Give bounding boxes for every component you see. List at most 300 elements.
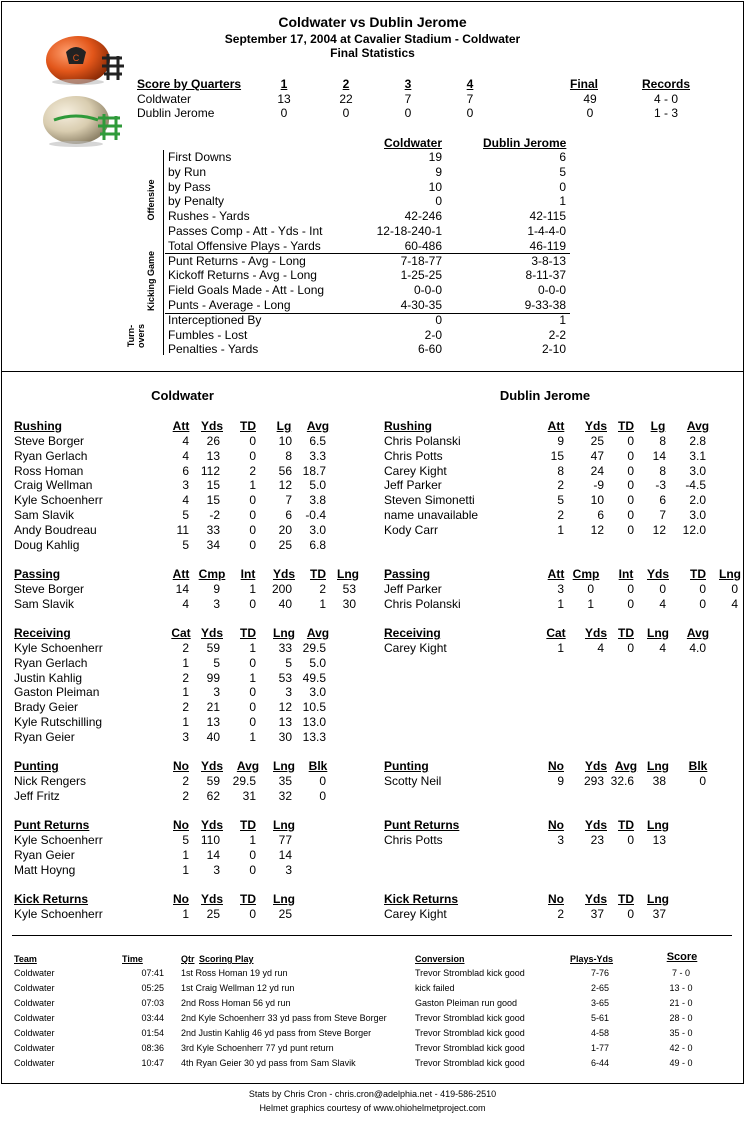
section-separator [1,371,744,372]
scoring-time: 03:44 [141,1013,164,1023]
stat-column-header: TD [240,818,256,832]
punt-returns-section-title: Punt Returns [14,818,90,832]
player-name: Kyle Schoenherr [14,907,103,921]
team-stat-value: 0-0-0 [537,283,566,298]
stat-column-header: Yds [200,818,223,832]
player-stat: 0 [249,907,256,921]
player-stat: 33 [278,641,292,655]
player-stat: 200 [271,582,292,596]
team-stat-label: by Pass [168,179,211,194]
player-stat: 7 [285,493,292,508]
stat-column-header: Blk [308,759,328,773]
stat-column-header: No [173,892,189,906]
scoring-conversion: Gaston Pleiman run good [415,998,518,1008]
dublin-jerome-helmet-icon [40,90,130,148]
player-stat: 25 [206,907,220,921]
player-name: Jeff Fritz [14,788,60,803]
quarter-score: 13 [277,92,291,106]
player-stat: 0 [249,434,256,448]
player-stat: 29.5 [232,774,256,788]
scoring-plays-yds: 7-76 [590,968,609,978]
player-name: Ryan Geier [14,847,75,862]
stat-column-header: Avg [686,626,710,640]
stat-column-header: Cat [171,626,191,640]
team-record: 1 - 3 [653,106,678,120]
player-stat: 2 [557,508,564,522]
scoring-plays-yds: 1-77 [590,1043,609,1053]
passing-section-title: Passing [384,567,431,581]
player-stat: 20 [278,522,292,537]
player-stat: 14 [206,847,220,862]
player-stat: 12 [278,700,292,715]
player-stat: 293 [583,774,604,788]
stat-column-header: TD [240,892,256,906]
player-stat: 0 [627,522,634,537]
player-stat: 18.7 [302,463,326,478]
player-stat: 13 [652,833,666,847]
quarter-score: 7 [466,92,474,106]
team-stat-value: 1 [559,194,566,209]
stat-column-header: Avg [306,626,330,640]
quarter-header: 1 [280,77,288,91]
stat-column-header: Att [547,567,565,581]
stat-column-header: TD [618,419,634,433]
player-stat: 8 [285,448,292,463]
player-stat: 30 [342,596,356,611]
rushing-section-title: Rushing [384,419,432,433]
player-stat: 0 [627,448,634,463]
stat-column-header: Lg [276,419,292,433]
team-stats-header: Dublin Jerome [483,136,567,150]
player-stat: 0 [627,478,634,493]
player-stat: 1 [249,729,256,744]
team-stat-label: Punt Returns - Avg - Long [168,253,306,268]
scoring-time: 07:03 [141,998,164,1008]
player-stat: 6.5 [309,434,326,448]
player-stat: 5 [182,537,189,552]
stat-column-header: Avg [306,419,330,433]
scoring-header-conversion: Conversion [415,954,465,964]
player-stat: 2 [249,463,256,478]
scoring-play: 1st Craig Wellman 12 yd run [181,983,295,993]
player-stat: 0 [627,434,634,448]
player-stat: 0 [249,685,256,700]
player-stat: 1 [182,862,189,877]
stat-column-header: TD [310,567,326,581]
player-stat: 5 [213,655,220,670]
player-stat: 4 [182,448,189,463]
player-stat: 0 [731,582,738,596]
stat-column-header: Lng [273,818,295,832]
stat-column-header: Int [618,567,634,581]
stat-column-header: Yds [584,626,607,640]
scoring-time: 01:54 [141,1028,164,1038]
team-stat-value: 7-18-77 [400,253,442,268]
helmet-credit: Helmet graphics courtesy of www.ohiohelmetproject.com [259,1103,486,1113]
player-stat: 13 [206,715,220,729]
player-stat: 13 [278,715,292,729]
player-stat: 0 [249,715,256,729]
player-stat: 3.0 [689,508,706,522]
player-name: Carey Kight [384,907,447,921]
player-name: Jeff Parker [384,582,442,596]
quarter-score: 7 [404,92,412,106]
team-stat-value: 6 [559,150,566,164]
player-stat: 12 [278,478,292,493]
team-stat-value: 5 [559,164,566,179]
player-stat: 5.0 [309,655,326,670]
stat-column-header: Cmp [572,567,600,581]
scoring-play: 2nd Ross Homan 56 yd run [181,998,291,1008]
player-name: Chris Polanski [384,434,461,448]
player-name: Chris Potts [384,448,443,463]
stat-column-header: Cmp [198,567,226,581]
stat-column-header: Lng [647,759,669,773]
player-stat: 8 [659,434,666,448]
player-stat: 0 [249,700,256,715]
team-stat-value: 0 [435,194,442,209]
player-name: Craig Wellman [14,478,93,493]
player-stat: 1 [557,522,564,537]
team-stat-value: 0 [435,312,442,327]
scoring-team: Coldwater [14,1028,55,1038]
team-stat-value: 2-10 [541,342,566,357]
scoring-play: 2nd Kyle Schoenherr 33 yd pass from Steve Borger [181,1013,387,1023]
scoring-score: 49 - 0 [669,1058,693,1068]
player-stat: 21 [206,700,220,715]
game-subtitle: September 17, 2004 at Cavalier Stadium - Coldwater [224,32,521,46]
scoring-plays-yds: 6-44 [590,1058,609,1068]
player-stat: 2 [182,774,189,788]
team-stat-value: 9-33-38 [524,298,566,312]
player-stat: 8 [557,463,564,478]
player-name: Steve Borger [14,582,85,596]
player-stat: 2 [557,907,564,921]
scoring-team: Coldwater [14,983,55,993]
player-stat: 3.0 [309,685,326,700]
player-name: Matt Hoyng [14,862,76,877]
stats-credit: Stats by Chris Cron - chris.cron@adelphia.net - 419-586-2510 [248,1089,497,1099]
team-stats-header: Coldwater [384,136,443,150]
player-name: Ryan Gerlach [14,655,88,670]
player-stat: 0 [587,582,594,596]
player-name: Sam Slavik [14,596,75,611]
player-stat: 0 [627,508,634,522]
scoring-plays-yds: 2-65 [590,983,609,993]
player-stat: 112 [200,463,220,478]
team-stat-label: First Downs [168,150,232,164]
final-header: Final [569,77,598,91]
player-stat: 31 [242,788,256,803]
stat-column-header: Yds [200,626,223,640]
player-stat: 3 [285,685,292,700]
player-name: Kody Carr [384,522,439,537]
player-stat: 24 [590,463,604,478]
player-stat: 14 [175,582,189,596]
player-stat: 1 [249,670,256,685]
player-stat: 1 [587,596,594,611]
player-name: Kyle Schoenherr [14,493,103,508]
player-stat: 32 [278,788,292,803]
stat-column-header: Lg [650,419,666,433]
scoring-score: 21 - 0 [669,998,693,1008]
player-stat: -0.4 [305,508,326,522]
player-stat: -2 [209,508,220,522]
scoring-team: Coldwater [14,1058,55,1068]
player-stat: 10 [590,493,604,508]
player-stat: 13.3 [302,729,326,744]
scoring-conversion: Trevor Stromblad kick good [415,1028,525,1038]
player-name: Sam Slavik [14,508,75,522]
score-by-quarters-label: Score by Quarters [137,77,242,91]
player-stat: 9 [557,774,564,788]
player-stat: 8 [659,463,666,478]
individual-team-a-title: Coldwater [151,388,214,403]
player-stat: 3.0 [309,522,326,537]
player-stat: 1 [182,907,189,921]
group-separator [165,313,570,314]
player-name: Scotty Neil [384,774,442,788]
quarter-score: 0 [342,106,350,120]
player-name: Jeff Parker [384,478,442,493]
player-stat: 1 [182,655,189,670]
player-stat: 12 [652,522,666,537]
final-score: 0 [586,106,594,120]
stat-column-header: Yds [272,567,295,581]
stat-column-header: Yds [200,419,223,433]
scoring-team: Coldwater [14,968,55,978]
player-stat: 77 [278,833,292,847]
team-stat-value: 12-18-240-1 [376,224,442,238]
status-label: Final Statistics [330,46,415,60]
page-title: Coldwater vs Dublin Jerome [278,14,467,30]
stat-column-header: Lng [647,892,669,906]
player-stat: 15 [206,493,220,508]
team-stat-label: Penalties - Yards [168,342,259,357]
scoring-play: 4th Ryan Geier 30 yd pass from Sam Slavik [181,1058,356,1068]
group-label-offensive: Offensive [146,179,156,221]
player-stat: 0 [249,655,256,670]
team-stat-value: 0 [559,179,566,194]
player-stat: 32.6 [610,774,634,788]
stat-column-header: Att [547,419,565,433]
player-stat: 3.0 [689,463,706,478]
stat-column-header: Avg [686,419,710,433]
scoring-header-plays: Plays-Yds [570,954,614,964]
player-stat: 3.8 [309,493,326,508]
team-stat-label: Punts - Average - Long [168,298,291,312]
scoring-plays-yds: 4-58 [590,1028,609,1038]
player-stat: 30 [278,729,292,744]
stat-column-header: Yds [200,759,223,773]
group-separator [165,253,570,254]
team-stat-value: 0-0-0 [413,283,442,298]
scoring-time: 10:47 [141,1058,164,1068]
team-stat-label: Field Goals Made - Att - Long [168,283,325,298]
player-stat: 3 [285,862,292,877]
stat-column-header: No [173,759,189,773]
group-label-kicking: Kicking Game [146,250,156,312]
player-stat: -9 [593,478,604,493]
player-name: Carey Kight [384,463,447,478]
scoring-team: Coldwater [14,1043,55,1053]
player-stat: 12.0 [682,522,706,537]
stat-column-header: TD [618,818,634,832]
group-label-turnovers: Turn- overs [126,323,146,349]
player-stat: 0 [627,596,634,611]
player-name: Kyle Rutschilling [14,715,103,729]
scoring-conversion: Trevor Stromblad kick good [415,1043,525,1053]
scoring-score: 13 - 0 [669,983,693,993]
player-stat: -3 [655,478,666,493]
player-stat: 3.3 [309,448,326,463]
player-stat: 2 [182,788,189,803]
team-stat-value: 42-246 [404,209,442,224]
team-record: 4 - 0 [653,92,678,106]
player-stat: 40 [206,729,220,744]
scoring-conversion: Trevor Stromblad kick good [415,1058,525,1068]
team-stat-label: Fumbles - Lost [168,327,248,342]
stat-column-header: Cat [546,626,566,640]
scoring-plays-yds: 3-65 [590,998,609,1008]
team-stat-value: 60-486 [404,238,442,253]
stat-column-header: Lng [273,759,295,773]
player-stat: 15 [206,478,220,493]
player-stat: 40 [278,596,292,611]
player-stat: 53 [278,670,292,685]
player-stat: 3 [182,729,189,744]
player-stat: 9 [557,434,564,448]
player-stat: 4 [731,596,738,611]
player-stat: 0 [627,833,634,847]
scoring-play: 1st Ross Homan 19 yd run [181,968,288,978]
quarter-score: 0 [280,106,288,120]
scoring-conversion: Trevor Stromblad kick good [415,1013,525,1023]
player-stat: 10 [278,434,292,448]
stat-column-header: Lng [719,567,741,581]
player-stat: 53 [342,582,356,596]
player-stat: -4.5 [685,478,706,493]
player-stat: 13.0 [302,715,326,729]
player-stat: 59 [206,774,220,788]
player-stat: 56 [278,463,292,478]
stat-column-header: Att [172,567,190,581]
player-stat: 23 [590,833,604,847]
quarter-header: 3 [404,77,412,91]
player-stat: 6 [182,463,189,478]
player-stat: 0 [319,788,326,803]
scoring-time: 08:36 [141,1043,164,1053]
player-stat: 25 [278,537,292,552]
player-stat: 7 [659,508,666,522]
receiving-section-title: Receiving [14,626,71,640]
team-stat-value: 2-2 [548,327,566,342]
stat-column-header: TD [240,419,256,433]
player-stat: 3.1 [689,448,706,463]
stat-column-header: Yds [584,759,607,773]
player-stat: 15 [550,448,564,463]
passing-section-title: Passing [14,567,61,581]
kick-returns-section-title: Kick Returns [384,892,459,906]
group-divider [163,150,164,355]
player-name: Brady Geier [14,700,79,715]
player-stat: 4 [659,641,666,655]
team-stat-label: Rushes - Yards [168,209,250,224]
stat-column-header: Int [240,567,256,581]
player-stat: 4 [182,434,189,448]
scoring-header-score: Score [666,951,698,963]
stat-column-header: Yds [584,892,607,906]
player-stat: 0 [627,907,634,921]
player-name: Andy Boudreau [14,522,97,537]
player-stat: 5 [285,655,292,670]
player-stat: 6 [597,508,604,522]
player-stat: 29.5 [302,641,326,655]
player-stat: 1 [249,641,256,655]
scoring-header-team: Team [14,954,37,964]
player-stat: 99 [206,670,220,685]
scoring-plays-yds: 5-61 [590,1013,609,1023]
team-stat-value: 1-4-4-0 [527,224,566,238]
player-name: Chris Polanski [384,596,461,611]
player-stat: 1 [319,596,326,611]
punt-returns-section-title: Punt Returns [384,818,460,832]
team-stat-value: 42-115 [529,209,566,224]
scoring-score: 7 - 0 [671,968,690,978]
player-name: name unavailable [384,508,479,522]
player-name: Steven Simonetti [384,493,475,508]
scoring-team: Coldwater [14,998,55,1008]
player-stat: 0 [249,493,256,508]
player-stat: 11 [176,522,189,537]
player-stat: 38 [652,774,666,788]
player-stat: 0 [249,847,256,862]
player-stat: 0 [699,596,706,611]
player-name: Ryan Geier [14,729,75,744]
player-stat: 2 [182,670,189,685]
player-stat: 25 [590,434,604,448]
player-stat: 5.0 [309,478,326,493]
punting-section-title: Punting [384,759,429,773]
stat-column-header: Att [172,419,190,433]
player-stat: 1 [182,847,189,862]
player-stat: 0 [627,463,634,478]
player-stat: 0 [699,582,706,596]
quarter-score: 22 [339,92,353,106]
player-stat: 0 [249,522,256,537]
player-stat: 4 [659,596,666,611]
player-stat: 1 [557,641,564,655]
player-stat: 49.5 [302,670,326,685]
player-stat: 0 [249,862,256,877]
player-name: Steve Borger [14,434,85,448]
player-stat: 0 [659,582,666,596]
stat-column-header: TD [618,626,634,640]
player-stat: 37 [652,907,666,921]
player-stat: 0 [249,448,256,463]
scoring-separator [12,935,732,936]
team-stat-label: by Run [168,164,207,179]
team-stat-value: 1 [559,312,566,327]
svg-text:C: C [72,53,80,63]
player-name: Justin Kahlig [14,670,83,685]
quarter-score: 0 [466,106,474,120]
score-team-name: Coldwater [137,92,192,106]
scoring-header-play: Scoring Play [199,954,254,964]
stat-column-header: Yds [646,567,669,581]
quarter-header: 4 [466,77,474,91]
rushing-section-title: Rushing [14,419,62,433]
